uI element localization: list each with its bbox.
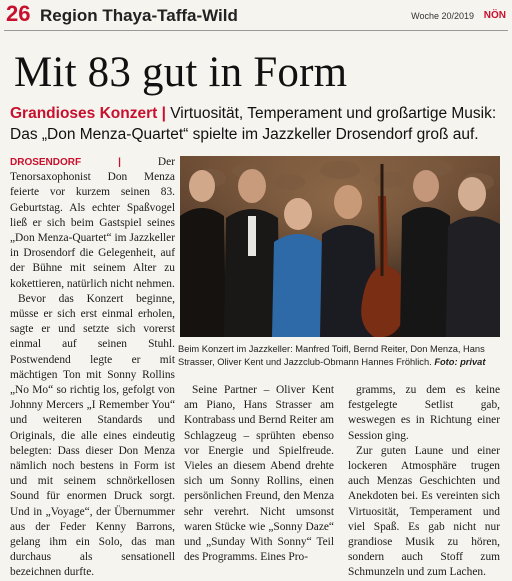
page-header [4, 1, 508, 30]
brand-logo: NÖN [483, 10, 506, 21]
article-paragraph: gramms, zu dem es keine festgelegte Setlist gab, weswegen es in Richtung einer Session ging. [348, 384, 500, 442]
article-paragraph: Zur guten Laune und einer lockeren Atmosphäre trugen auch Menzas Geschichten und Anekdoten bei. Es vereinten sich Virtuosität, Temperament und viel Spaß. Es gab nicht nur grandiose Musik zu hören, sondern auch Stoff zum Schmunzeln und zum Lachen. [348, 444, 500, 579]
dateline-separator: | [81, 157, 158, 168]
paragraph-text: Der Tenorsaxophonist Don Menza feierte vor kurzem seinen 83. Geburtstag. Als echter Spaßvogel ließ er sich beim Gastspiel seines „Don Menza-Quartet“ im Jazzkeller in Drosendorf die Gelegenheit, auf der Bühne mit seinem Alter zu kokettieren, natürlich nicht nehmen. [10, 156, 175, 290]
section-title: Region Thaya-Taffa-Wild [40, 6, 238, 25]
deck-text: Virtuosität, Temperament und großartige Musik: Das „Don Menza-Quartet“ spielte im Jazzkeller Drosendorf groß auf. [10, 105, 497, 143]
article-paragraph [10, 155, 175, 292]
band-photo [180, 156, 500, 337]
article-paragraph: Seine Partner – Oliver Kent am Piano, Hans Strasser am Kontrabass und Bernd Reiter am Schlagzeug – sprühten ebenso vor Energie und Spielfreude. Vieles an diesem Abend drehte sich um Sonny Rollins, einen persönlichen Freund, den Menza sehr verehrt. Nicht umsonst waren Stücke wie „Sonny Daze“ und „Sunday With Sonny“ Teil des Programms. Eines Pro- [184, 384, 334, 564]
article-column-middle [184, 383, 334, 565]
band-photo-image [180, 156, 500, 337]
dateline: DROSENDORF [10, 157, 82, 168]
article-column-left [10, 155, 175, 581]
deck [10, 103, 505, 145]
page-number: 26 [6, 1, 31, 26]
deck-separator: | [157, 105, 171, 122]
deck-kicker: Grandioses Konzert [10, 105, 158, 122]
photo-credit: Foto: privat [434, 357, 486, 367]
issue-label: Woche 20/2019 [411, 11, 474, 21]
photo-caption [178, 343, 500, 369]
article-paragraph: Bevor das Konzert beginne, müsse er sich erst einmal erholen, sagte er und setzte sich vorerst einmal auf seinen Stuhl. Postwendend legte er mit mächtigen Ton mit Sonny Rollins „No Mo“ so richtig los, gefolgt von Johnny Mercers „I Remember You“ und weiteren Standards und Originals, die alle eines eindeutig belegten: Dass dieser Don Menza nämlich noch bestens in Form ist und mit seinem schnörkellosen Sound für enormen Druck sorgt. Und in „Voyage“, der Übernummer aus der Feder Kenny Barrons, gelang ihm ein Solo, das man durchaus als sensationell bezeichnen durfte. [10, 292, 175, 579]
caption-text: Beim Konzert im Jazzkeller: Manfred Toifl, Bernd Reiter, Don Menza, Hans Strasser, Oliver Kent und Jazzclub-Obmann Hannes Fröhlich. [178, 344, 485, 367]
article-column-right [348, 383, 500, 581]
headline: Mit 83 gut in Form [14, 49, 348, 96]
header-divider [4, 30, 508, 31]
